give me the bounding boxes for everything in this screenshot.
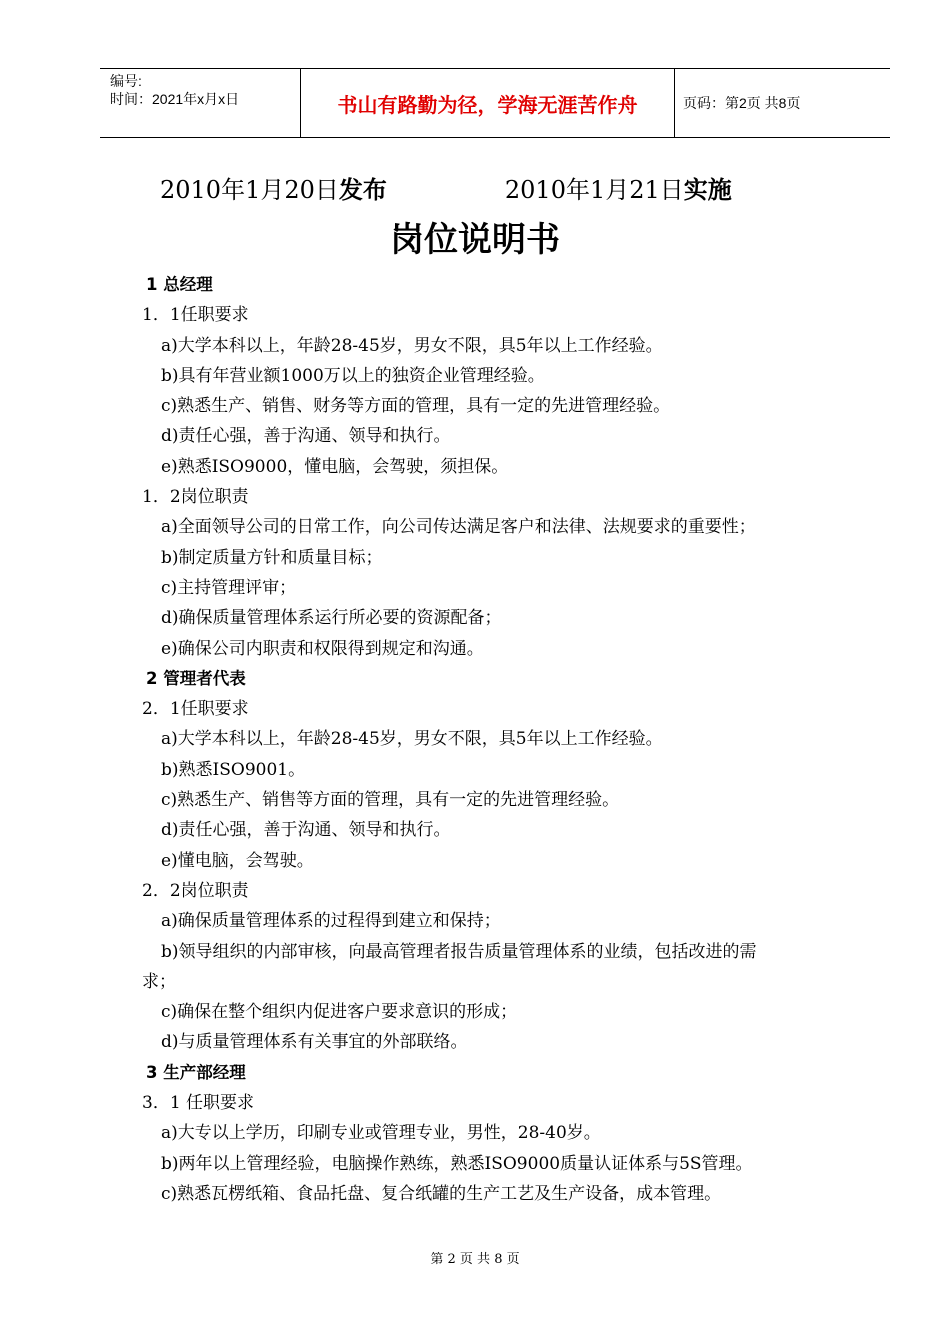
time-label: 时间：2021年x月x日 <box>110 91 240 107</box>
paragraph-line: b)具有年营业额1000万以上的独资企业管理经验。 <box>161 365 545 386</box>
document-body <box>142 270 862 1209</box>
paragraph-line: c)熟悉瓦楞纸箱、食品托盘、复合纸罐的生产工艺及生产设备，成本管理。 <box>161 1183 722 1204</box>
number-label: 编号: <box>110 73 142 89</box>
header-meta <box>100 69 301 137</box>
paragraph-line: c)主持管理评审； <box>161 577 297 598</box>
paragraph-line: c)熟悉生产、销售、财务等方面的管理，具有一定的先进管理经验。 <box>161 396 671 417</box>
section-heading: 3 生产部经理 <box>146 1062 246 1082</box>
document-title: 岗位说明书 <box>390 220 560 260</box>
date-line <box>160 170 732 205</box>
paragraph-line: e)懂电脑，会驾驶。 <box>161 850 314 871</box>
paragraph-line: e)熟悉ISO9000，懂电脑，会驾驶，须担保。 <box>161 456 509 477</box>
paragraph-line: d)与质量管理体系有关事宜的外部联络。 <box>161 1032 468 1053</box>
page-footer: 第 2 页 共 8 页 <box>430 1252 520 1267</box>
paragraph-line: d)责任心强，善于沟通、领导和执行。 <box>161 820 451 841</box>
subsection-heading: 3．1 任职要求 <box>142 1093 255 1114</box>
subsection-heading: 2．1任职要求 <box>142 699 249 720</box>
paragraph-line: a)大学本科以上，年龄28-45岁，男女不限，具5年以上工作经验。 <box>161 335 663 356</box>
section-heading: 1 总经理 <box>146 275 213 294</box>
paragraph-line: c)确保在整个组织内促进客户要求意识的形成； <box>161 1002 518 1023</box>
paragraph-line: d)确保质量管理体系运行所必要的资源配备； <box>161 608 502 629</box>
implement-date: 2010年1月21日 <box>504 176 684 204</box>
paragraph-line: d)责任心强，善于沟通、领导和执行。 <box>161 426 451 447</box>
paragraph-line: 求； <box>142 971 176 992</box>
subsection-heading: 2．2岗位职责 <box>142 880 249 901</box>
paragraph-line: b)熟悉ISO9001。 <box>161 759 306 780</box>
paragraph-line: c)熟悉生产、销售等方面的管理，具有一定的先进管理经验。 <box>161 790 620 811</box>
paragraph-line: a)大学本科以上，年龄28-45岁，男女不限，具5年以上工作经验。 <box>161 729 663 750</box>
publish-date: 2010年1月20日 <box>160 176 339 204</box>
subsection-heading: 1．2岗位职责 <box>142 487 249 508</box>
paragraph-line: b)制定质量方针和质量目标； <box>161 547 383 568</box>
subsection-heading: 1．1任职要求 <box>142 305 249 326</box>
page-header <box>100 68 890 138</box>
implement-label: 实施 <box>683 176 732 204</box>
paragraph-line: b)领导组织的内部审核，向最高管理者报告质量管理体系的业绩，包括改进的需 <box>161 941 757 962</box>
paragraph-line: a)确保质量管理体系的过程得到建立和保持； <box>161 911 501 932</box>
header-motto: 书山有路勤为径，学海无涯苦作舟 <box>301 69 675 137</box>
section-heading: 2 管理者代表 <box>146 668 246 688</box>
publish-label: 发布 <box>338 176 387 204</box>
paragraph-line: a)大专以上学历，印刷专业或管理专业，男性，28-40岁。 <box>161 1123 601 1144</box>
paragraph-line: a)全面领导公司的日常工作，向公司传达满足客户和法律、法规要求的重要性； <box>161 517 756 538</box>
paragraph-line: e)确保公司内职责和权限得到规定和沟通。 <box>161 638 484 659</box>
header-page-code: 页码：第2页 共8页 <box>683 95 801 111</box>
paragraph-line: b)两年以上管理经验，电脑操作熟练，熟悉ISO9000质量认证体系与5S管理。 <box>161 1153 753 1174</box>
